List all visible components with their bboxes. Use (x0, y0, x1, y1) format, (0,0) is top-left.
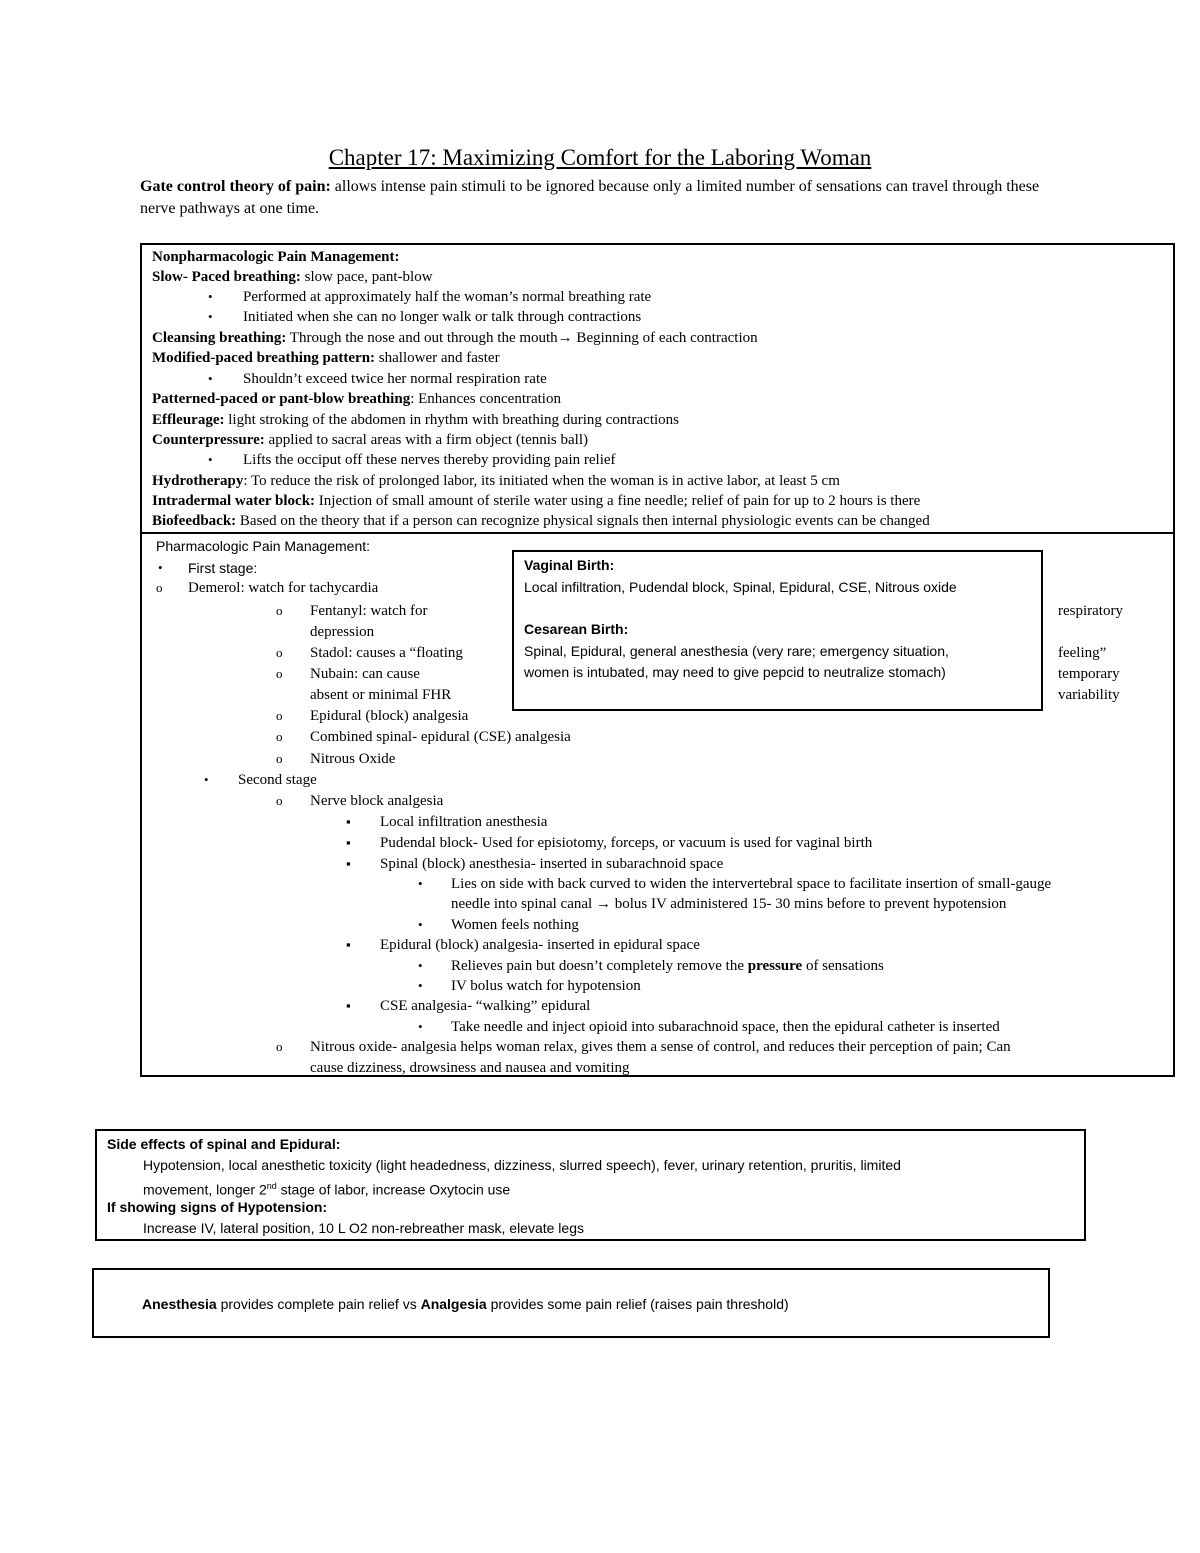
slow-paced-text: slow pace, pant-blow (300, 269, 433, 285)
anesthesia-box (92, 1268, 1050, 1338)
modified-paced-term: Modified-paced breathing pattern: (152, 350, 376, 366)
cesarean-birth-heading: Cesarean Birth: (524, 621, 629, 637)
nubain-line-2: absent or minimal FHR (310, 687, 452, 703)
side-effects-text-2-pre: movement, longer 2 (143, 1181, 267, 1198)
square-bullet-icon (346, 833, 351, 853)
circle-bullet-icon (156, 578, 163, 598)
hydrotherapy-text: : To reduce the risk of prolonged labor, its initiated when the woman is in active labor, at least 5 cm (243, 473, 840, 489)
nubain-right-text: temporary (1058, 666, 1120, 682)
bullet-icon (208, 287, 213, 307)
modified-paced-text: shallower and faster (375, 350, 500, 366)
patterned-paced-text: : Enhances concentration (410, 391, 561, 407)
bullet-icon (204, 770, 209, 790)
slow-paced-bullet-2: Initiated when she can no longer walk or talk through contractions (243, 309, 642, 325)
hypotension-text: Increase IV, lateral position, 10 L O2 non-rebreather mask, elevate legs (143, 1220, 584, 1236)
second-stage-label: Second stage (238, 772, 317, 788)
gate-control-text: allows intense pain stimuli to be ignored because only a limited number of sensations can travel through these nerve pathways at one time. (140, 178, 1040, 217)
gate-control-paragraph (140, 176, 1040, 220)
side-effects-text-2-post: stage of labor, increase Oxytocin use (276, 1181, 511, 1198)
nubain-line-1: Nubain: can cause (310, 666, 420, 682)
stadol-line-1: Stadol: causes a “floating (310, 645, 463, 661)
nitrous-item: Nitrous Oxide (310, 751, 396, 767)
spinal-bullet-1-line-2: needle into spinal canal → bolus IV administered 15- 30 mins before to prevent hypotension (451, 896, 1007, 912)
counterpressure-text: applied to sacral areas with a firm object (tennis ball) (264, 432, 588, 448)
intradermal-text: Injection of small amount of sterile water using a fine needle; relief of pain for up to 2 hours is there (315, 493, 921, 509)
circle-bullet-icon (276, 664, 283, 684)
stadol-right-text: feeling” (1058, 645, 1107, 661)
ordinal-superscript: nd (266, 1181, 277, 1191)
analgesia-end-text: provides some pain relief (raises pain threshold) (486, 1296, 789, 1312)
cleansing-term: Cleansing breathing: (152, 330, 287, 346)
fentanyl-line-1: Fentanyl: watch for (310, 603, 428, 619)
cse-2-bullet-1: Take needle and inject opioid into subarachnoid space, then the epidural catheter is inserted (451, 1019, 1000, 1035)
fentanyl-right-text: respiratory (1058, 603, 1123, 619)
anesthesia-sentence (142, 1294, 789, 1314)
epidural-2-bullet-1 (451, 956, 884, 976)
nerve-block-item: Nerve block analgesia (310, 793, 444, 809)
side-effects-box (95, 1129, 1086, 1241)
pressure-term: pressure (747, 958, 803, 974)
cleansing-text: Through the nose and out through the mouth→ Beginning of each contraction (286, 330, 758, 346)
square-bullet-icon (346, 996, 351, 1016)
spinal-bullet-1-line-1: Lies on side with back curved to widen the intervertebral space to facilitate insertion of small-gauge (451, 876, 1052, 892)
fentanyl-line-2: depression (310, 624, 375, 640)
circle-bullet-icon (276, 1037, 283, 1057)
side-effects-text-1: Hypotension, local anesthetic toxicity (light headedness, dizziness, slurred speech), fever, urinary retention, pruritis, limited (143, 1157, 901, 1173)
counterpressure-bullet-1: Lifts the occiput off these nerves thereby providing pain relief (243, 452, 616, 468)
pharm-heading: Pharmacologic Pain Management: (156, 538, 371, 554)
spinal-item: Spinal (block) anesthesia- inserted in subarachnoid space (380, 856, 724, 872)
nonpharm-box (140, 243, 1175, 534)
counterpressure-term: Counterpressure: (152, 432, 265, 448)
vaginal-birth-text: Local infiltration, Pudendal block, Spinal, Epidural, CSE, Nitrous oxide (524, 579, 957, 595)
effleurage-text: light stroking of the abdomen in rhythm with breathing during contractions (224, 412, 679, 428)
nitrous-2-line-1: Nitrous oxide- analgesia helps woman relax, gives them a sense of control, and reduces their perception of pain; Can (310, 1039, 1011, 1055)
bullet-icon (208, 369, 213, 389)
circle-bullet-icon (276, 601, 283, 621)
side-effects-heading: Side effects of spinal and Epidural: (107, 1136, 341, 1152)
modified-paced-bullet-1: Shouldn’t exceed twice her normal respiration rate (243, 371, 547, 387)
bullet-icon (418, 956, 423, 976)
anesthesia-term: Anesthesia (142, 1296, 217, 1312)
slow-paced-term: Slow- Paced breathing: (152, 269, 301, 285)
analgesia-term: Analgesia (420, 1296, 487, 1312)
anesthesia-mid-text: provides complete pain relief vs (216, 1296, 421, 1312)
vaginal-birth-heading: Vaginal Birth: (524, 557, 615, 573)
cse-2-item: CSE analgesia- “walking” epidural (380, 998, 591, 1014)
gate-control-term: Gate control theory of pain: (140, 178, 331, 195)
intradermal-term: Intradermal water block: (152, 493, 316, 509)
circle-bullet-icon (276, 643, 283, 663)
circle-bullet-icon (276, 749, 283, 769)
hypotension-heading: If showing signs of Hypotension: (107, 1199, 328, 1215)
birth-box (512, 550, 1043, 711)
demerol-item: Demerol: watch for tachycardia (188, 580, 379, 596)
epidural-2-item: Epidural (block) analgesia- inserted in epidural space (380, 937, 700, 953)
slow-paced-bullet-1: Performed at approximately half the woman’s normal breathing rate (243, 289, 652, 305)
patterned-paced-term: Patterned-paced or pant-blow breathing (152, 391, 411, 407)
effleurage-term: Effleurage: (152, 412, 225, 428)
bullet-icon (208, 307, 213, 327)
bullet-icon (418, 874, 423, 894)
pudendal-item: Pudendal block- Used for episiotomy, forceps, or vacuum is used for vaginal birth (380, 835, 873, 851)
square-bullet-icon (346, 854, 351, 874)
nitrous-2-line-2: cause dizziness, drowsiness and nausea and vomiting (310, 1060, 630, 1076)
nubain-right-text-2: variability (1058, 687, 1120, 703)
bullet-icon (158, 558, 163, 578)
biofeedback-term: Biofeedback: (152, 513, 237, 529)
cesarean-birth-text-2: women is intubated, may need to give pepcid to neutralize stomach) (524, 664, 946, 680)
first-stage-label: First stage: (188, 560, 258, 576)
square-bullet-icon (346, 935, 351, 955)
cse-item: Combined spinal- epidural (CSE) analgesia (310, 729, 571, 745)
circle-bullet-icon (276, 727, 283, 747)
bullet-icon (418, 1017, 423, 1037)
page-title: Chapter 17: Maximizing Comfort for the Laboring Woman (328, 145, 872, 170)
hydrotherapy-term: Hydrotherapy (152, 473, 244, 489)
bullet-icon (418, 976, 423, 996)
local-infiltration-item: Local infiltration anesthesia (380, 814, 548, 830)
epidural-2-bullet-1-post: of sensations (802, 958, 884, 974)
biofeedback-text: Based on the theory that if a person can recognize physical signals then internal physiologic events can be changed (236, 513, 930, 529)
bullet-icon (208, 450, 213, 470)
epidural-2-bullet-1-pre: Relieves pain but doesn’t completely remove the (451, 958, 748, 974)
cesarean-birth-text-1: Spinal, Epidural, general anesthesia (very rare; emergency situation, (524, 643, 949, 659)
epidural-item: Epidural (block) analgesia (310, 708, 469, 724)
bullet-icon (418, 915, 423, 935)
circle-bullet-icon (276, 791, 283, 811)
circle-bullet-icon (276, 706, 283, 726)
nonpharm-heading: Nonpharmacologic Pain Management: (152, 249, 400, 265)
spinal-bullet-2: Women feels nothing (451, 917, 579, 933)
epidural-2-bullet-2: IV bolus watch for hypotension (451, 978, 641, 994)
square-bullet-icon (346, 812, 351, 832)
